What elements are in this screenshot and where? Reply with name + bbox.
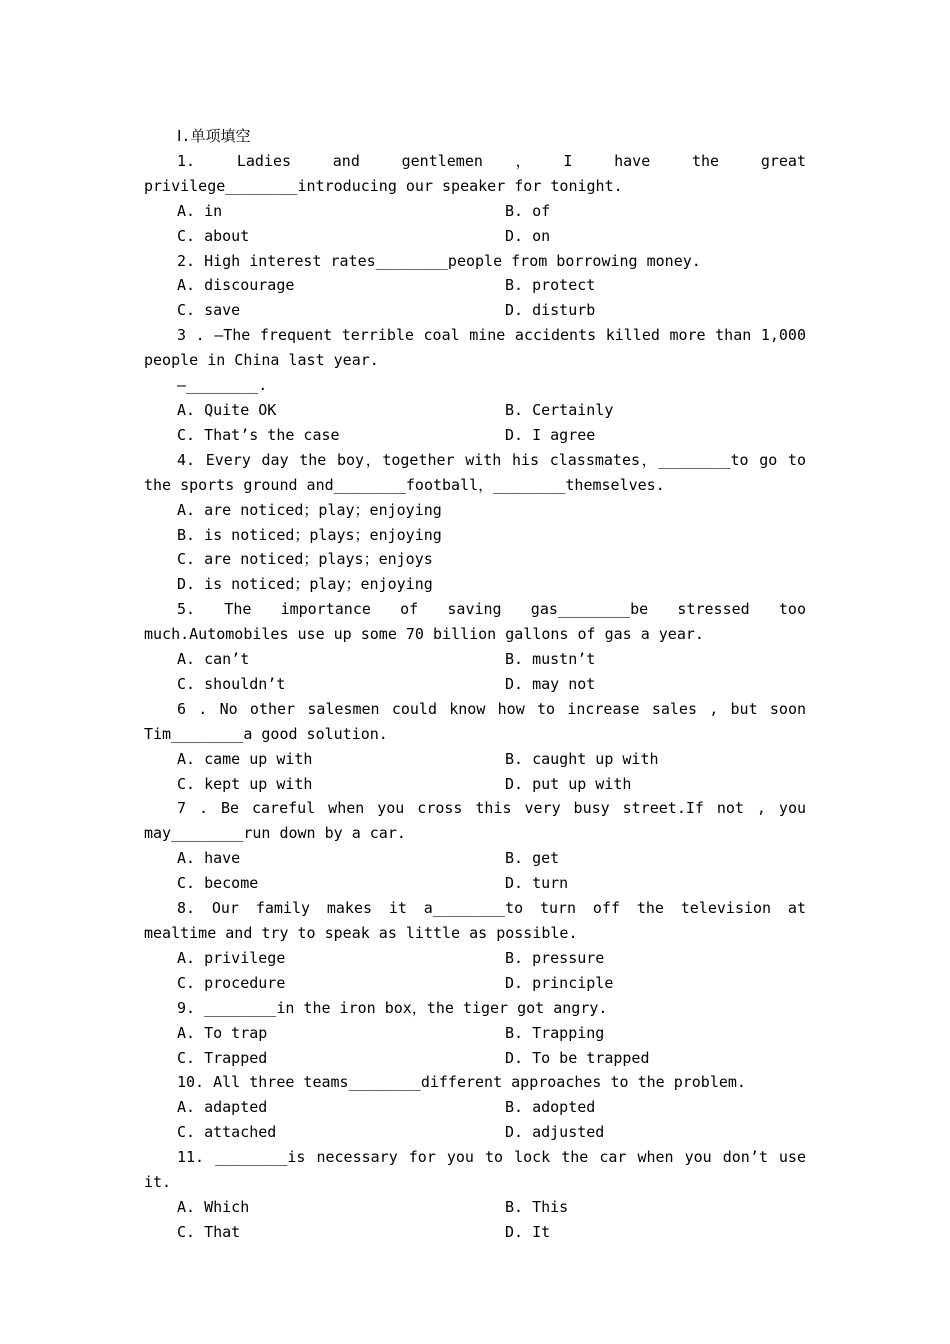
- options-row: [144, 224, 806, 249]
- option-d: D. may not: [505, 674, 596, 693]
- option-a: A. Quite OK: [177, 400, 277, 419]
- option-b: B. This: [505, 1197, 569, 1216]
- option-a: A. discourage: [177, 276, 295, 295]
- options-row: [144, 971, 806, 996]
- question-2: 2. High interest rates________people from borrowing money.: [177, 251, 701, 270]
- option-c: C. Trapped: [177, 1048, 268, 1067]
- option-b: B. get: [505, 849, 560, 868]
- option-d: D. put up with: [505, 774, 632, 793]
- option-d: D. on: [505, 226, 551, 245]
- options-row: [144, 772, 806, 797]
- option-b: B. protect: [505, 276, 596, 295]
- options-row: [144, 398, 806, 423]
- option-c: C. save: [177, 301, 241, 320]
- question-1: 1. Ladies and gentlemen，I have the great privilege________introducing our speaker for tonight.: [144, 151, 816, 195]
- question-3-reply: —________.: [177, 376, 268, 395]
- option-d: D. To be trapped: [505, 1048, 650, 1067]
- options-row: [144, 298, 806, 323]
- question-3: 3 . —The frequent terrible coal mine accidents killed more than 1,000 people in China last year.: [144, 326, 816, 370]
- option-a: A. privilege: [177, 948, 286, 967]
- option-b: B. caught up with: [505, 749, 659, 768]
- option-d: D. I agree: [505, 425, 596, 444]
- option-c: C. about: [177, 226, 250, 245]
- options-row: [144, 871, 806, 896]
- option-a: A. have: [177, 849, 241, 868]
- options-row: [144, 946, 806, 971]
- option-a: A. adapted: [177, 1098, 268, 1117]
- question-10: 10. All three teams________different approaches to the problem.: [177, 1073, 746, 1092]
- option-c: C. That: [177, 1222, 241, 1241]
- options-row: [144, 747, 806, 772]
- question-4: 4. Every day the boy，together with his classmates，________to go to the sports ground and________football，________themselves.: [144, 450, 816, 494]
- option-a: A. Which: [177, 1197, 250, 1216]
- option-c: C. procedure: [177, 973, 286, 992]
- option-c: C. shouldn’t: [177, 674, 286, 693]
- option-b: B. is noticed；plays；enjoying: [177, 525, 442, 544]
- option-b: B. Certainly: [505, 400, 614, 419]
- document-body: [144, 124, 816, 1245]
- option-c: C. That’s the case: [177, 425, 340, 444]
- options-row: [144, 846, 806, 871]
- option-d: D. turn: [505, 874, 569, 893]
- options-row: [144, 647, 806, 672]
- option-d: D. principle: [505, 973, 614, 992]
- option-a: A. To trap: [177, 1023, 268, 1042]
- option-d: D. disturb: [505, 301, 596, 320]
- option-b: B. Trapping: [505, 1023, 605, 1042]
- option-c: C. become: [177, 874, 259, 893]
- question-6: 6 . No other salesmen could know how to increase sales , but soon Tim________a good solution.: [144, 699, 816, 743]
- question-8: 8. Our family makes it a________to turn off the television at mealtime and try to speak as little as possible.: [144, 899, 816, 942]
- option-c: C. attached: [177, 1123, 277, 1142]
- option-b: B. mustn’t: [505, 650, 596, 669]
- option-a: A. are noticed；play；enjoying: [177, 500, 442, 519]
- option-b: B. adopted: [505, 1098, 596, 1117]
- option-a: A. can’t: [177, 650, 250, 669]
- options-row: [144, 273, 806, 298]
- option-a: A. came up with: [177, 749, 313, 768]
- option-c: C. kept up with: [177, 774, 313, 793]
- options-row: [144, 1095, 806, 1120]
- option-a: A. in: [177, 201, 223, 220]
- question-9: 9. ________in the iron box，the tiger got angry.: [177, 998, 608, 1017]
- option-d: D. It: [505, 1222, 551, 1241]
- section-title: Ⅰ.单项填空: [177, 127, 251, 145]
- options-row: [144, 1021, 806, 1046]
- options-row: [144, 1195, 806, 1220]
- options-row: [144, 1220, 806, 1245]
- options-row: [144, 672, 806, 697]
- option-d: D. is noticed；play；enjoying: [177, 575, 433, 594]
- options-row: [144, 199, 806, 224]
- option-b: B. of: [505, 201, 551, 220]
- question-11: 11. ________is necessary for you to lock the car when you don’t use it.: [144, 1148, 816, 1192]
- option-c: C. are noticed；plays；enjoys: [177, 550, 433, 569]
- question-5: 5. The importance of saving gas________be stressed too much.Automobiles use up some 70 billion gallons of gas a year.: [144, 600, 816, 644]
- option-d: D. adjusted: [505, 1123, 605, 1142]
- options-row: [144, 1046, 806, 1071]
- question-7: 7 . Be careful when you cross this very busy street.If not , you may________run down by a car.: [144, 799, 816, 843]
- option-b: B. pressure: [505, 948, 605, 967]
- options-row: [144, 1120, 806, 1145]
- options-row: [144, 423, 806, 448]
